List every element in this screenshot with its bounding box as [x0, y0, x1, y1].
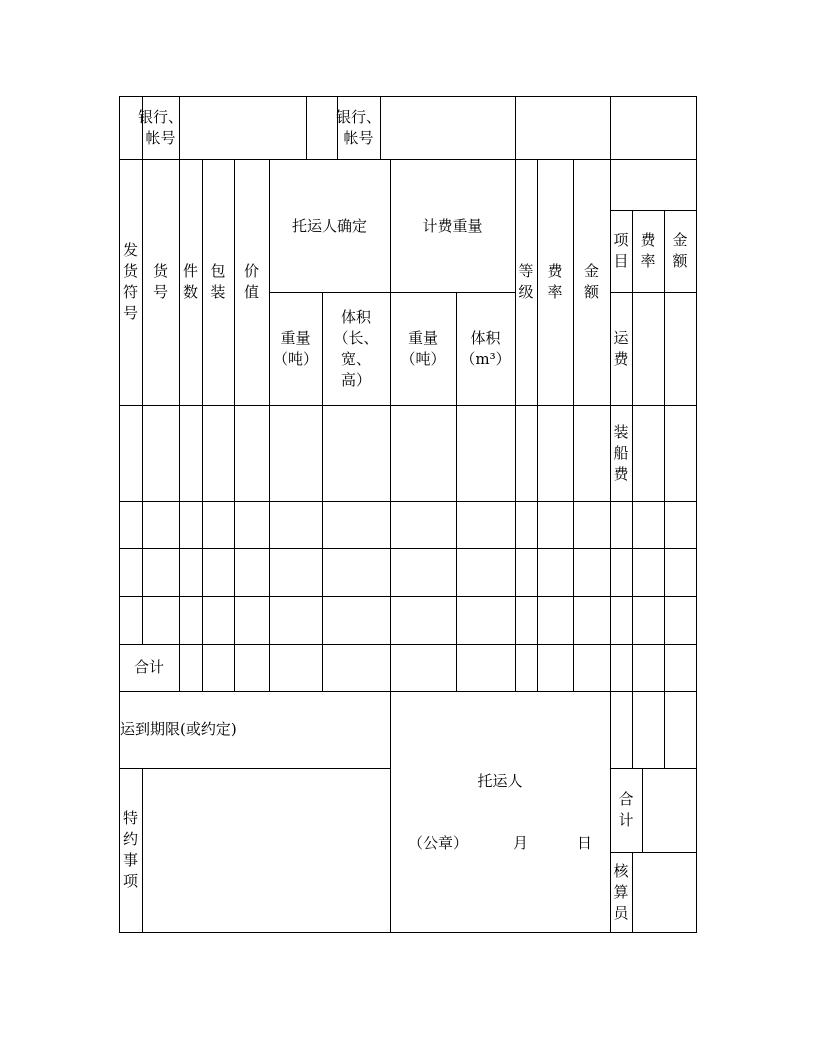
vline — [696, 96, 697, 933]
header-shipper-determined: 托运人确定 — [291, 217, 367, 235]
month-label: 月 — [513, 834, 529, 852]
vline — [642, 768, 643, 852]
checker-label: 核 算 员 — [613, 861, 629, 922]
vline — [664, 210, 665, 768]
day-label: 日 — [577, 834, 593, 852]
header-grade: 等 级 — [518, 262, 534, 301]
header-shipper-mark: 发 货 符 号 — [122, 241, 138, 322]
vline — [632, 852, 633, 932]
vline — [515, 96, 516, 159]
header-weight-ton: 重量 （吨） — [272, 328, 318, 368]
header-rate: 费 率 — [547, 262, 563, 301]
seal-label: （公章） — [408, 834, 469, 852]
header-amount: 金 额 — [583, 262, 599, 301]
header-fee-rate: 费 率 — [640, 231, 656, 270]
header-fee-amount: 金 额 — [672, 231, 688, 270]
vline — [269, 159, 270, 691]
shipper-label: 托运人 — [477, 772, 523, 790]
header-weight-ton-2: 重量 （吨） — [400, 328, 446, 368]
vline — [390, 159, 391, 932]
fee-loading: 装 船 费 — [613, 422, 629, 483]
header-volume-m3: 体积 （m³） — [460, 328, 511, 368]
fee-freight: 运 费 — [613, 328, 629, 368]
hline — [119, 768, 390, 769]
total-label: 合计 — [133, 658, 164, 676]
delivery-limit-label: 运到期限(或约定) — [120, 720, 237, 738]
header-cargo-no: 货 号 — [152, 262, 168, 301]
vline — [306, 96, 307, 159]
header-chargeable-weight: 计费重量 — [422, 217, 483, 235]
bank-account-label: 银行、 帐号 — [138, 107, 184, 147]
vline — [632, 210, 633, 768]
header-value: 价 值 — [243, 262, 259, 301]
header-packing: 包 装 — [210, 262, 226, 301]
header-item: 项 目 — [613, 231, 629, 270]
header-volume-lwh: 体积 （长、 宽、 高） — [333, 307, 379, 389]
header-pieces: 件 数 — [182, 262, 198, 301]
bank-account-label-2: 银行、 帐号 — [336, 107, 382, 147]
special-terms-label: 特 约 事 项 — [122, 809, 138, 890]
fee-total-label: 合 计 — [618, 790, 634, 829]
vline — [142, 768, 143, 932]
